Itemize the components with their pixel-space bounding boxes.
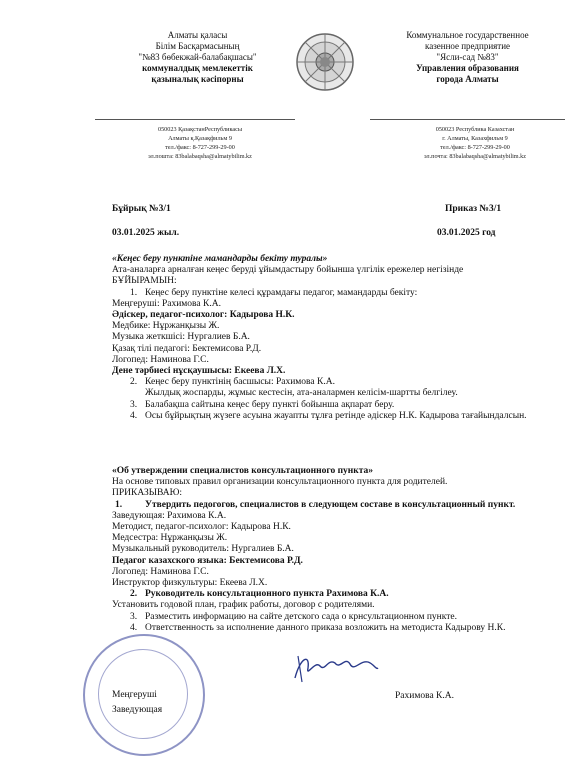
ru-item-4: 4. Ответственность за исполнение данного приказа возложить на методиста Кадырову Н.К.: [130, 622, 506, 633]
ru-item-1: 1. Утвердить педогогов, специалистов в следующем составе в консультационный пункт.: [115, 499, 516, 510]
order-date-kz: 03.01.2025 жыл.: [112, 228, 180, 238]
address-right-line: эл.почта: 83balabaqsha@almatybilim.kz: [424, 153, 526, 160]
signature-role-kz: Меңгеруші: [112, 690, 157, 700]
letterhead-left-bold-line: қазыналық кәсіпорны: [151, 74, 244, 84]
ru-title: «Об утверждении специалистов консультационного пункта»: [112, 466, 374, 476]
letterhead-left: [110, 30, 285, 85]
letterhead-rule-left: [95, 119, 295, 120]
ru-staff-item: Медсестра: Нұржанқызы Ж.: [112, 533, 228, 544]
state-emblem-icon: [295, 32, 355, 92]
order-number-kz: Бұйрық №3/1: [112, 204, 171, 214]
letterhead-right: [380, 30, 555, 85]
order-date-ru: 03.01.2025 год: [437, 228, 496, 238]
letterhead-right-line: Коммунальное государственное: [406, 30, 529, 40]
ru-command: ПРИКАЗЫВАЮ:: [112, 488, 183, 499]
ru-staff-item: Инструктор физкультуры: Екеева Л.Х.: [112, 578, 268, 589]
ru-staff-item: Методист, педагог-психолог: Кадырова Н.К.: [112, 522, 291, 533]
kz-staff-item: Әдіскер, педагог-психолог: Кадырова Н.К.: [112, 310, 295, 321]
address-left-line: тел./факс: 8-727-299-29-00: [165, 144, 235, 151]
ru-staff-item: Музыкальный руководитель: Нургалиев Б.А.: [112, 544, 294, 555]
kz-item-1: 1. Кеңес беру пунктіне келесі құрамдағы педагог, мамандарды бекіту:: [130, 287, 418, 298]
ru-staff-item: Заведующая: Рахимова К.А.: [112, 510, 227, 521]
ru-staff-item: Логопед: Наминова Г.С.: [112, 566, 209, 577]
letterhead-rule-right: [370, 119, 565, 120]
ru-item-3-text: Разместить информацию на сайте детского сада о крнсультационном пункте.: [145, 611, 457, 622]
ru-intro: На основе типовых правил организации консультационного пункта для родителей.: [112, 477, 448, 488]
kz-staff-item: Меңгеруші: Рахимова К.А.: [112, 298, 221, 309]
kz-staff-item: Медбике: Нұржанқызы Ж.: [112, 321, 220, 332]
letterhead-right-bold-line: города Алматы: [436, 74, 499, 84]
kz-staff-item: Музыка жеткшісі: Нургалиев Б.А.: [112, 332, 250, 343]
kz-item-2-text: Кеңес беру пунктінің басшысы: Рахимова К.А.: [145, 377, 335, 388]
ru-item-1-text: Утвердить педогогов, специалистов в следующем составе в консультационный пункт.: [145, 499, 516, 510]
kz-command: БҰЙЫРАМЫН:: [112, 276, 177, 287]
ru-item-4-text: Ответственность за исполнение данного приказа возложить на методиста Кадырову Н.К.: [145, 622, 506, 633]
kz-item-2-sub: Жылдық жоспарды, жұмыс кестесін, ата-аналармен келісім-шартты белгілеу.: [145, 388, 458, 399]
handwritten-signature: [290, 648, 380, 688]
ru-item-2: 2. Руководитель консультационного пункта Рахимова К.А.: [130, 589, 389, 600]
ru-item-3: 3. Разместить информацию на сайте детского сада о крнсультационном пункте.: [130, 611, 457, 622]
kz-staff-item: Дене тәрбиесі нұсқаушысы: Екеева Л.Х.: [112, 366, 286, 377]
order-number-ru: Приказ №3/1: [445, 204, 502, 214]
letterhead-left-bold-line: коммуналдық мемлекеттік: [142, 63, 253, 73]
address-left-line: Алматы қ.Қазақфильм 9: [168, 135, 232, 142]
letterhead-left-line: Алматы қаласы: [167, 30, 228, 40]
address-left: [120, 125, 280, 161]
kz-item-2: 2. Кеңес беру пунктінің басшысы: Рахимова К.А.: [130, 377, 335, 388]
address-left-line: эл.пошта: 83balabaqsha@almatybilim.kz: [148, 153, 252, 160]
ru-item-2-sub: Установить годовой план, график работы, договор с родителями.: [112, 600, 375, 611]
letterhead-left-line: "№83 бөбекжай-балабақшасы": [138, 52, 257, 62]
kz-item-3-text: Балабақша сайтына кеңес беру пункті бойынша ақпарат беру.: [145, 399, 395, 410]
address-right: [395, 125, 555, 161]
kz-item-3: 3. Балабақша сайтына кеңес беру пункті бойынша ақпарат беру.: [130, 399, 395, 410]
ru-section: [112, 466, 537, 634]
kz-title: «Кеңес беру пунктіне мамандарды бекіту туралы»: [112, 254, 328, 264]
letterhead-right-bold-line: Управления образования: [416, 63, 519, 73]
address-right-line: 050023 Республика Казахстан: [435, 126, 515, 133]
kz-item-1-text: Кеңес беру пунктіне келесі құрамдағы педагог, мамандарды бекіту:: [145, 287, 418, 298]
letterhead-right-line: "Ясли-сад №83": [436, 52, 499, 62]
kz-staff-item: Қазақ тілі педагогі: Бектемисова Р.Д.: [112, 343, 262, 354]
kz-item-4-text: Осы бұйрықтың жүзеге асуына жауапты тұлға ретінде әдіскер Н.К. Кадырова тағайындалсын.: [145, 410, 527, 421]
kz-section: [112, 254, 532, 422]
signature-name: Рахимова К.А.: [395, 691, 454, 701]
address-left-line: 050023 ҚазақстанРеспубликасы: [157, 126, 243, 133]
kz-intro: Ата-аналарға арналған кеңес беруді ұйымдастыру бойынша үлгілік ережелер негізінде: [112, 265, 464, 276]
kz-staff-item: Логопед: Наминова Г.С.: [112, 354, 209, 365]
ru-item-2-text: Руководитель консультационного пункта Рахимова К.А.: [145, 589, 389, 600]
address-right-line: г. Алматы, Казахфильм 9: [442, 135, 508, 142]
letterhead-right-line: казенное предприятие: [424, 41, 511, 51]
kz-item-4: 4. Осы бұйрықтың жүзеге асуына жауапты тұлға ретінде әдіскер Н.К. Кадырова тағайындалсын.: [130, 410, 527, 421]
ru-staff-item: Педагог казахского языка: Бектемисова Р.Д.: [112, 555, 303, 566]
letterhead-left-line: Білім Басқармасының: [155, 41, 240, 51]
address-right-line: тел./факс: 8-727-299-29-00: [440, 144, 510, 151]
signature-role-ru: Заведующая: [112, 705, 163, 715]
